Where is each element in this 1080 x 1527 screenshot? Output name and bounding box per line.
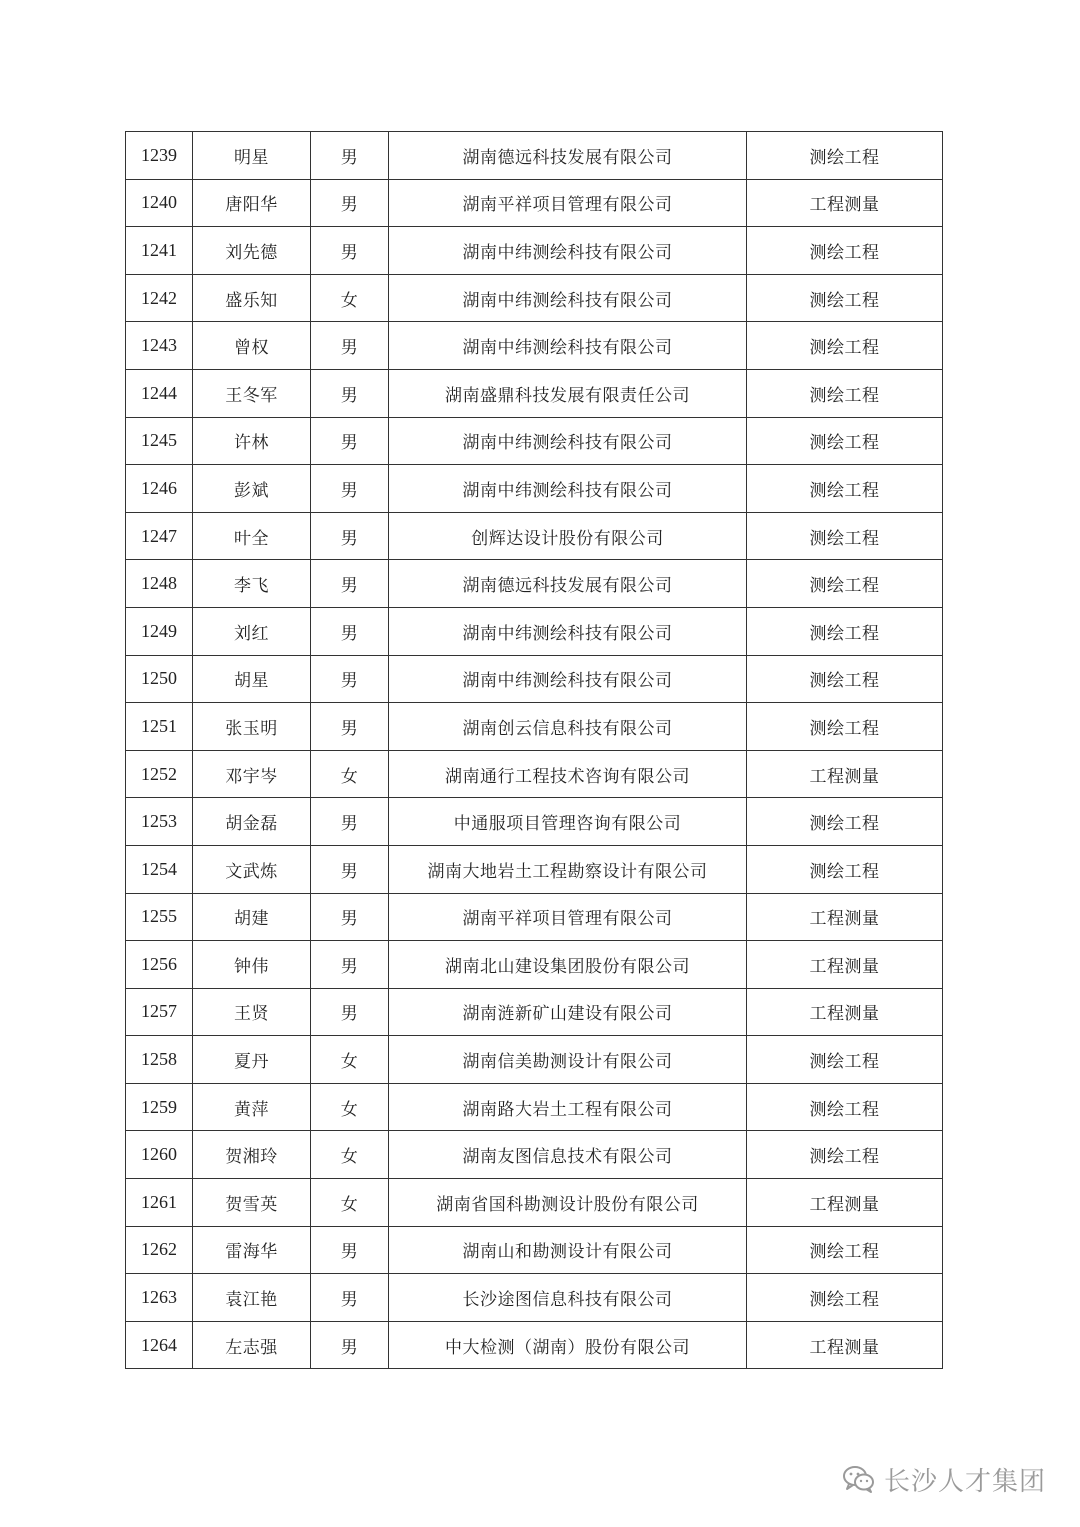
cell-major: 工程测量 bbox=[747, 893, 943, 941]
cell-number: 1242 bbox=[126, 274, 193, 322]
cell-number: 1264 bbox=[126, 1321, 193, 1369]
table-row bbox=[126, 988, 943, 1036]
cell-name: 胡星 bbox=[193, 655, 311, 703]
cell-gender: 男 bbox=[311, 1226, 389, 1274]
cell-major: 测绘工程 bbox=[747, 655, 943, 703]
table-row bbox=[126, 1274, 943, 1322]
cell-number: 1258 bbox=[126, 1036, 193, 1084]
cell-major: 测绘工程 bbox=[747, 274, 943, 322]
cell-name: 李飞 bbox=[193, 560, 311, 608]
cell-gender: 男 bbox=[311, 893, 389, 941]
cell-company: 湖南中纬测绘科技有限公司 bbox=[389, 227, 747, 275]
cell-number: 1260 bbox=[126, 1131, 193, 1179]
cell-company: 湖南中纬测绘科技有限公司 bbox=[389, 607, 747, 655]
cell-number: 1248 bbox=[126, 560, 193, 608]
cell-company: 湖南友图信息技术有限公司 bbox=[389, 1131, 747, 1179]
cell-major: 测绘工程 bbox=[747, 560, 943, 608]
cell-name: 王冬军 bbox=[193, 369, 311, 417]
cell-name: 贺雪英 bbox=[193, 1179, 311, 1227]
table-row bbox=[126, 1179, 943, 1227]
cell-company: 湖南中纬测绘科技有限公司 bbox=[389, 655, 747, 703]
cell-number: 1257 bbox=[126, 988, 193, 1036]
cell-company: 中通服项目管理咨询有限公司 bbox=[389, 798, 747, 846]
cell-name: 雷海华 bbox=[193, 1226, 311, 1274]
cell-number: 1251 bbox=[126, 703, 193, 751]
cell-number: 1245 bbox=[126, 417, 193, 465]
table-row bbox=[126, 417, 943, 465]
cell-company: 湖南大地岩土工程勘察设计有限公司 bbox=[389, 845, 747, 893]
cell-major: 测绘工程 bbox=[747, 465, 943, 513]
cell-name: 刘先德 bbox=[193, 227, 311, 275]
cell-name: 夏丹 bbox=[193, 1036, 311, 1084]
cell-name: 曾权 bbox=[193, 322, 311, 370]
cell-major: 测绘工程 bbox=[747, 1226, 943, 1274]
table-row bbox=[126, 703, 943, 751]
cell-company: 长沙途图信息科技有限公司 bbox=[389, 1274, 747, 1322]
cell-number: 1250 bbox=[126, 655, 193, 703]
cell-major: 测绘工程 bbox=[747, 322, 943, 370]
cell-gender: 女 bbox=[311, 1083, 389, 1131]
cell-major: 工程测量 bbox=[747, 179, 943, 227]
cell-company: 中大检测（湖南）股份有限公司 bbox=[389, 1321, 747, 1369]
table-row bbox=[126, 227, 943, 275]
cell-major: 测绘工程 bbox=[747, 132, 943, 180]
roster-body bbox=[126, 132, 943, 1369]
table-row bbox=[126, 1321, 943, 1369]
cell-number: 1246 bbox=[126, 465, 193, 513]
cell-gender: 男 bbox=[311, 417, 389, 465]
cell-gender: 男 bbox=[311, 655, 389, 703]
cell-company: 湖南德远科技发展有限公司 bbox=[389, 560, 747, 608]
cell-name: 胡建 bbox=[193, 893, 311, 941]
table-row bbox=[126, 607, 943, 655]
cell-gender: 男 bbox=[311, 560, 389, 608]
cell-company: 湖南通行工程技术咨询有限公司 bbox=[389, 750, 747, 798]
table-row bbox=[126, 655, 943, 703]
cell-major: 工程测量 bbox=[747, 988, 943, 1036]
cell-company: 湖南中纬测绘科技有限公司 bbox=[389, 465, 747, 513]
table-row bbox=[126, 750, 943, 798]
cell-number: 1247 bbox=[126, 512, 193, 560]
table-row bbox=[126, 322, 943, 370]
table-row bbox=[126, 274, 943, 322]
table-row bbox=[126, 1036, 943, 1084]
cell-company: 湖南涟新矿山建设有限公司 bbox=[389, 988, 747, 1036]
cell-company: 湖南中纬测绘科技有限公司 bbox=[389, 274, 747, 322]
cell-company: 湖南北山建设集团股份有限公司 bbox=[389, 941, 747, 989]
cell-major: 测绘工程 bbox=[747, 703, 943, 751]
cell-gender: 女 bbox=[311, 1036, 389, 1084]
cell-gender: 男 bbox=[311, 798, 389, 846]
cell-major: 测绘工程 bbox=[747, 845, 943, 893]
table-row bbox=[126, 1083, 943, 1131]
table-row bbox=[126, 512, 943, 560]
cell-major: 测绘工程 bbox=[747, 1274, 943, 1322]
cell-name: 明星 bbox=[193, 132, 311, 180]
table-row bbox=[126, 132, 943, 180]
cell-number: 1263 bbox=[126, 1274, 193, 1322]
cell-major: 测绘工程 bbox=[747, 1036, 943, 1084]
cell-major: 测绘工程 bbox=[747, 1131, 943, 1179]
cell-number: 1239 bbox=[126, 132, 193, 180]
cell-name: 左志强 bbox=[193, 1321, 311, 1369]
cell-major: 测绘工程 bbox=[747, 369, 943, 417]
cell-company: 湖南盛鼎科技发展有限责任公司 bbox=[389, 369, 747, 417]
cell-name: 许林 bbox=[193, 417, 311, 465]
cell-name: 袁江艳 bbox=[193, 1274, 311, 1322]
cell-gender: 男 bbox=[311, 1321, 389, 1369]
table-row bbox=[126, 941, 943, 989]
cell-name: 黄萍 bbox=[193, 1083, 311, 1131]
cell-number: 1253 bbox=[126, 798, 193, 846]
cell-number: 1249 bbox=[126, 607, 193, 655]
cell-name: 邓宇岑 bbox=[193, 750, 311, 798]
cell-major: 测绘工程 bbox=[747, 798, 943, 846]
cell-gender: 女 bbox=[311, 1131, 389, 1179]
table-row bbox=[126, 893, 943, 941]
cell-gender: 女 bbox=[311, 750, 389, 798]
cell-gender: 男 bbox=[311, 369, 389, 417]
cell-gender: 男 bbox=[311, 988, 389, 1036]
cell-company: 湖南中纬测绘科技有限公司 bbox=[389, 417, 747, 465]
cell-major: 测绘工程 bbox=[747, 417, 943, 465]
cell-gender: 男 bbox=[311, 179, 389, 227]
cell-company: 湖南山和勘测设计有限公司 bbox=[389, 1226, 747, 1274]
cell-number: 1243 bbox=[126, 322, 193, 370]
cell-gender: 男 bbox=[311, 512, 389, 560]
cell-company: 湖南平祥项目管理有限公司 bbox=[389, 893, 747, 941]
cell-name: 文武炼 bbox=[193, 845, 311, 893]
cell-number: 1259 bbox=[126, 1083, 193, 1131]
table-row bbox=[126, 798, 943, 846]
cell-gender: 男 bbox=[311, 703, 389, 751]
table-row bbox=[126, 369, 943, 417]
cell-name: 盛乐知 bbox=[193, 274, 311, 322]
cell-major: 测绘工程 bbox=[747, 227, 943, 275]
cell-gender: 女 bbox=[311, 1179, 389, 1227]
cell-number: 1252 bbox=[126, 750, 193, 798]
cell-gender: 男 bbox=[311, 941, 389, 989]
table-row bbox=[126, 179, 943, 227]
table-row bbox=[126, 845, 943, 893]
cell-number: 1261 bbox=[126, 1179, 193, 1227]
cell-major: 测绘工程 bbox=[747, 607, 943, 655]
cell-name: 王贤 bbox=[193, 988, 311, 1036]
roster-table bbox=[125, 131, 943, 1369]
cell-company: 湖南平祥项目管理有限公司 bbox=[389, 179, 747, 227]
cell-company: 湖南创云信息科技有限公司 bbox=[389, 703, 747, 751]
cell-major: 工程测量 bbox=[747, 1179, 943, 1227]
cell-number: 1241 bbox=[126, 227, 193, 275]
cell-gender: 男 bbox=[311, 132, 389, 180]
cell-gender: 男 bbox=[311, 607, 389, 655]
cell-company: 湖南路大岩土工程有限公司 bbox=[389, 1083, 747, 1131]
cell-number: 1254 bbox=[126, 845, 193, 893]
cell-company: 湖南中纬测绘科技有限公司 bbox=[389, 322, 747, 370]
cell-name: 唐阳华 bbox=[193, 179, 311, 227]
cell-name: 张玉明 bbox=[193, 703, 311, 751]
wechat-icon bbox=[842, 1464, 876, 1494]
cell-gender: 男 bbox=[311, 465, 389, 513]
table-row bbox=[126, 1131, 943, 1179]
cell-company: 湖南信美勘测设计有限公司 bbox=[389, 1036, 747, 1084]
cell-number: 1262 bbox=[126, 1226, 193, 1274]
cell-gender: 女 bbox=[311, 274, 389, 322]
cell-number: 1240 bbox=[126, 179, 193, 227]
cell-number: 1255 bbox=[126, 893, 193, 941]
watermark-text: 长沙人才集团 bbox=[884, 1466, 1047, 1497]
cell-gender: 男 bbox=[311, 1274, 389, 1322]
table-row bbox=[126, 560, 943, 608]
table-row bbox=[126, 465, 943, 513]
cell-gender: 男 bbox=[311, 322, 389, 370]
table-row bbox=[126, 1226, 943, 1274]
cell-name: 贺湘玲 bbox=[193, 1131, 311, 1179]
watermark bbox=[842, 1459, 1046, 1499]
cell-major: 测绘工程 bbox=[747, 1083, 943, 1131]
cell-name: 彭斌 bbox=[193, 465, 311, 513]
cell-number: 1244 bbox=[126, 369, 193, 417]
cell-name: 叶全 bbox=[193, 512, 311, 560]
cell-company: 湖南省国科勘测设计股份有限公司 bbox=[389, 1179, 747, 1227]
cell-name: 钟伟 bbox=[193, 941, 311, 989]
cell-major: 工程测量 bbox=[747, 1321, 943, 1369]
cell-gender: 男 bbox=[311, 845, 389, 893]
cell-name: 胡金磊 bbox=[193, 798, 311, 846]
cell-major: 测绘工程 bbox=[747, 512, 943, 560]
cell-company: 创辉达设计股份有限公司 bbox=[389, 512, 747, 560]
cell-major: 工程测量 bbox=[747, 941, 943, 989]
cell-number: 1256 bbox=[126, 941, 193, 989]
cell-major: 工程测量 bbox=[747, 750, 943, 798]
cell-company: 湖南德远科技发展有限公司 bbox=[389, 132, 747, 180]
cell-gender: 男 bbox=[311, 227, 389, 275]
cell-name: 刘红 bbox=[193, 607, 311, 655]
